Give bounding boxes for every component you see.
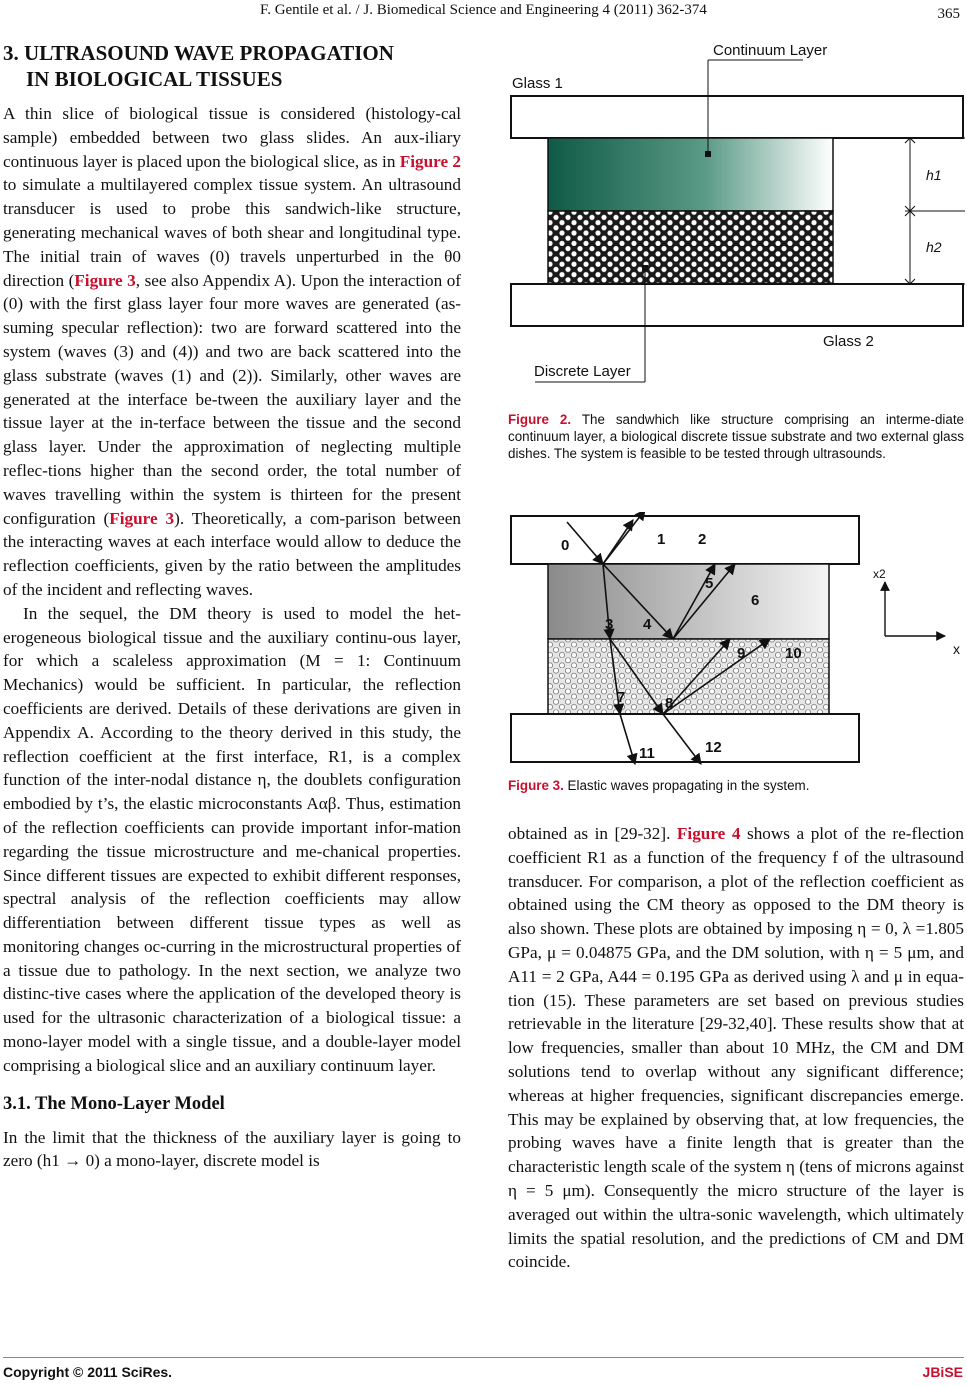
label-glass-2: Glass 2 bbox=[823, 333, 874, 350]
wave-label-7: 7 bbox=[617, 689, 626, 706]
figure-3-link[interactable]: Figure 3 bbox=[109, 508, 175, 528]
wave-label-0: 0 bbox=[561, 537, 570, 554]
paragraph-2: In the sequel, the DM theory is used to model the het-erogeneous biological tissue and the auxiliary continu-ous layer, for which a scaleless approximation (M = 1: Continuum Mechanics) would be sufficient. In particular, the reflection coefficients are derived. Details of these derivations are given in Appendix A. According to the theory derived in this study, the reflection coefficient at the first interface, R1, is a complex function of the inter-nodal distance η, the doublets configuration embodied by t’s, the elastic microconstants Aαβ. Thus, estimation of the reflection coefficients can provide important infor-mation regarding the tissue microstructure and me-chanical properties. Since different tissues are expected to exhibit different responses, spectral analysis of the reflection coefficients may allow differentiation between different tissue types as well as monitoring changes oc-curring in the microstructural properties of a tissue due to pathology. In the next section, we analyze two distinc-tive cases where the application of the developed theory is used for the ultrasonic characterization of a biological tissue: a mono-layer model with a single tissue, and a double-layer model comprising a biological slice and an auxiliary continuum layer. bbox=[3, 603, 461, 1075]
figure-3-caption-text: Elastic waves propagating in the system. bbox=[563, 778, 810, 793]
figure-3-caption-label: Figure 3. bbox=[508, 778, 564, 793]
subsection-heading: 3.1. The Mono-Layer Model bbox=[3, 1093, 225, 1114]
label-h2: h2 bbox=[926, 239, 942, 255]
section-heading-line2: IN BIOLOGICAL TISSUES bbox=[26, 67, 283, 91]
wave-label-6: 6 bbox=[751, 592, 760, 609]
figure-3-caption bbox=[508, 777, 964, 794]
label-discrete-layer: Discrete Layer bbox=[534, 363, 631, 380]
wave-label-4: 4 bbox=[643, 616, 652, 633]
wave-label-3: 3 bbox=[605, 616, 614, 633]
axis-x: x bbox=[953, 641, 960, 657]
right-paragraph-1 bbox=[508, 822, 964, 1274]
wave-label-12: 12 bbox=[705, 739, 722, 756]
running-title: F. Gentile et al. / J. Biomedical Science and Engineering 4 (2011) 362-374 bbox=[260, 2, 707, 18]
paragraph-3: In the limit that the thickness of the auxiliary layer is going to zero (h1 → 0) a mono-layer, discrete model is bbox=[3, 1127, 461, 1171]
axis-x2: x2 bbox=[873, 567, 886, 581]
paragraph-1 bbox=[3, 102, 461, 602]
wave-label-9: 9 bbox=[737, 645, 746, 662]
glass-2 bbox=[511, 284, 963, 326]
figure-3-link[interactable]: Figure 3 bbox=[74, 270, 136, 290]
figure-2-caption-text: The sandwhich like structure comprising an interme-diate continuum layer, a biological discrete tissue substrate and two external glass dishes. The system is feasible to be tested through ultrasounds. bbox=[508, 412, 964, 462]
figure-3 bbox=[505, 512, 965, 768]
paragraph-text: , see also Appendix A). Upon the interaction of (0) with the first glass layer four more waves are generated (as-suming specular reflection): two are forward scattered into the system (waves (3) and (4)) and two are back scattered into the glass substrate (waves (1) and (2)). Similarly, other waves are generated at the interface be-tween the auxiliary layer and the tissue layer at the in-terface between the tissue and the second glass layer. Under the approximation of neglecting multiple reflec-tions higher than the second order, the total number of waves travelling within the system is thirteen for the present configuration ( bbox=[3, 270, 462, 528]
page-number: 365 bbox=[937, 6, 960, 22]
figure-2 bbox=[505, 38, 965, 400]
copyright: Copyright © 2011 SciRes. bbox=[3, 1364, 173, 1380]
fig3-continuum-layer bbox=[548, 564, 829, 639]
fig3-glass-2 bbox=[511, 714, 859, 762]
left-column bbox=[3, 40, 461, 1173]
label-continuum-layer: Continuum Layer bbox=[713, 42, 828, 59]
label-h1: h1 bbox=[926, 167, 942, 183]
section-heading bbox=[3, 40, 461, 92]
label-glass-1: Glass 1 bbox=[512, 75, 563, 92]
wave-label-5: 5 bbox=[705, 575, 714, 592]
wave-label-8: 8 bbox=[665, 695, 674, 712]
paragraph-text: obtained as in [29-32]. bbox=[508, 824, 677, 843]
footer-rule bbox=[3, 1357, 964, 1358]
wave-label-1: 1 bbox=[657, 531, 666, 548]
wave-label-11: 11 bbox=[639, 745, 655, 762]
wave-label-2: 2 bbox=[698, 531, 707, 548]
section-heading-line1: 3. ULTRASOUND WAVE PROPAGATION bbox=[3, 41, 394, 65]
paragraph-text: to simulate a multilayered complex tissue system. An ultrasound transducer is used to probe this sandwich-like structure, generating mechanical waves of both shear and longitudinal type. The initial train of waves (0) travels unperturbed in the θ0 direction ( bbox=[3, 175, 461, 290]
glass-1 bbox=[511, 96, 963, 138]
figure-2-caption-label: Figure 2. bbox=[508, 412, 572, 427]
paragraph-text: A thin slice of biological tissue is considered (histology-cal sample) embedded between two glass slides. An aux-iliary continuous layer is placed upon the biological slice, as in bbox=[3, 104, 461, 171]
wave-label-10: 10 bbox=[785, 645, 802, 662]
journal-abbrev: JBiSE bbox=[922, 1364, 963, 1380]
right-column bbox=[508, 822, 964, 1274]
paragraph-text: ). Theoretically, a com-parison between the interacting waves at each interface would allow to deduce the reflection coefficients, given by the ratio between the amplitudes of the incident and reflecting waves. bbox=[3, 508, 461, 599]
continuum-layer bbox=[548, 138, 833, 211]
figure-2-caption bbox=[508, 411, 964, 463]
running-head bbox=[0, 0, 967, 22]
paragraph-text: shows a plot of the re-flection coefficient R1 as a function of the frequency f of the ultrasound transducer. For comparison, a plot of the reflection coefficient as obtained using the CM theory as opposed to the DM theory is also shown. These plots are obtained by imposing η = 0, λ =1.805 GPa, μ = 0.04875 GPa, and the DM solution, with η = 5 μm, and A11 = 2 GPa, A44 = 0.195 GPa as derived using λ and μ in equa-tion (15). These parameters are set based on previous studies retrievable in the literature [29-32,40]. These results show that at low frequencies, smaller than about 10 MHz, the CM and DM solutions tend to overlap without any significant difference; whereas at higher frequencies, significant discrepancies emerge. This may be explained by observing that, at low frequencies, the probing waves have a finite length that is greater than the characteristic length scale of the system η (tens of microns against η = 5 μm). Consequently the micro structure of the layer is averaged out within the ultra-sonic wavelength, which ultimately limits the spatial resolution, and the predictions of CM and DM coincide. bbox=[508, 824, 964, 1272]
figure-2-link[interactable]: Figure 2 bbox=[399, 151, 461, 171]
discrete-layer bbox=[548, 211, 833, 284]
figure-4-link[interactable]: Figure 4 bbox=[676, 824, 741, 843]
